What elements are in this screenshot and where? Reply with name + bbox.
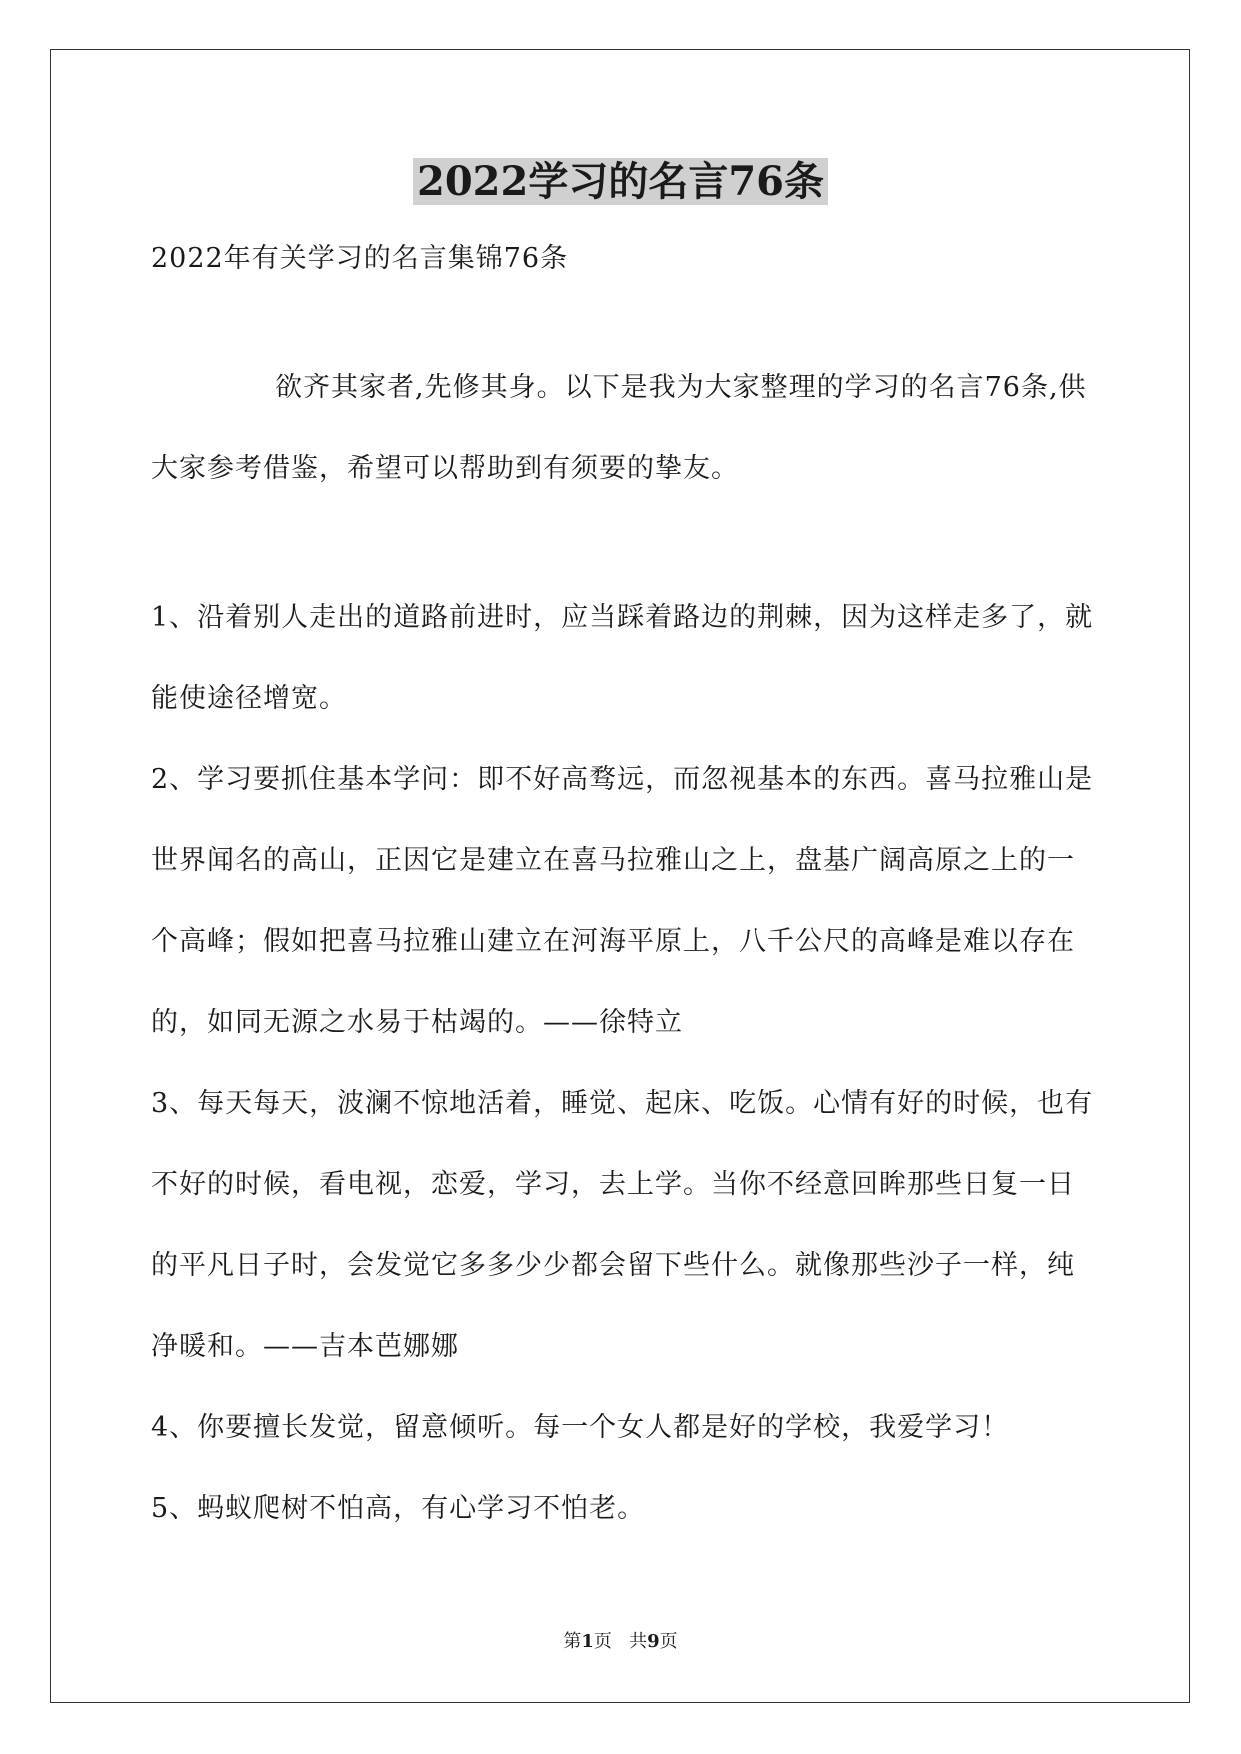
- footer-middle: 页 共: [593, 1631, 648, 1652]
- footer-total-pages: 9: [647, 1631, 660, 1652]
- quote-item-3: 3、每天每天，波澜不惊地活着，睡觉、起床、吃饭。心情有好的时候，也有不好的时候，看电视，恋爱，学习，去上学。当你不经意回眸那些日复一日的平凡日子时，会发觉它多多少少都会留下些什么。就像那些沙子一样，纯净暖和。——吉本芭娜娜: [151, 1088, 1094, 1362]
- footer-suffix: 页: [659, 1631, 678, 1652]
- document-title: [0, 154, 1241, 210]
- document-title-text: 2022学习的名言76条: [413, 158, 828, 205]
- quote-list: [151, 577, 1101, 1549]
- quote-item-5: 5、蚂蚁爬树不怕高，有心学习不怕老。: [151, 1493, 646, 1524]
- quote-item-1: 1、沿着别人走出的道路前进时，应当踩着路边的荆棘，因为这样走多了，就能使途径增宽。: [151, 602, 1094, 714]
- quote-item-2: 2、学习要抓住基本学问：即不好高骛远，而忽视基本的东西。喜马拉雅山是世界闻名的高山，正因它是建立在喜马拉雅山之上，盘基广阔高原之上的一个高峰；假如把喜马拉雅山建立在河海平原上，八千公尺的高峰是难以存在的，如同无源之水易于枯竭的。——徐特立: [151, 764, 1094, 1038]
- document-subtitle: 2022年有关学习的名言集锦76条: [151, 243, 569, 274]
- intro-paragraph: 欲齐其家者,先修其身。以下是我为大家整理的学习的名言76条,供大家参考借鉴，希望可以帮助到有须要的挚友。: [151, 372, 1087, 484]
- page-footer: [0, 1630, 1241, 1654]
- quote-item-4: 4、你要擅长发觉，留意倾听。每一个女人都是好的学校，我爱学习！: [151, 1412, 1010, 1443]
- footer-prefix: 第: [563, 1631, 582, 1652]
- footer-page-number: 1: [581, 1631, 594, 1652]
